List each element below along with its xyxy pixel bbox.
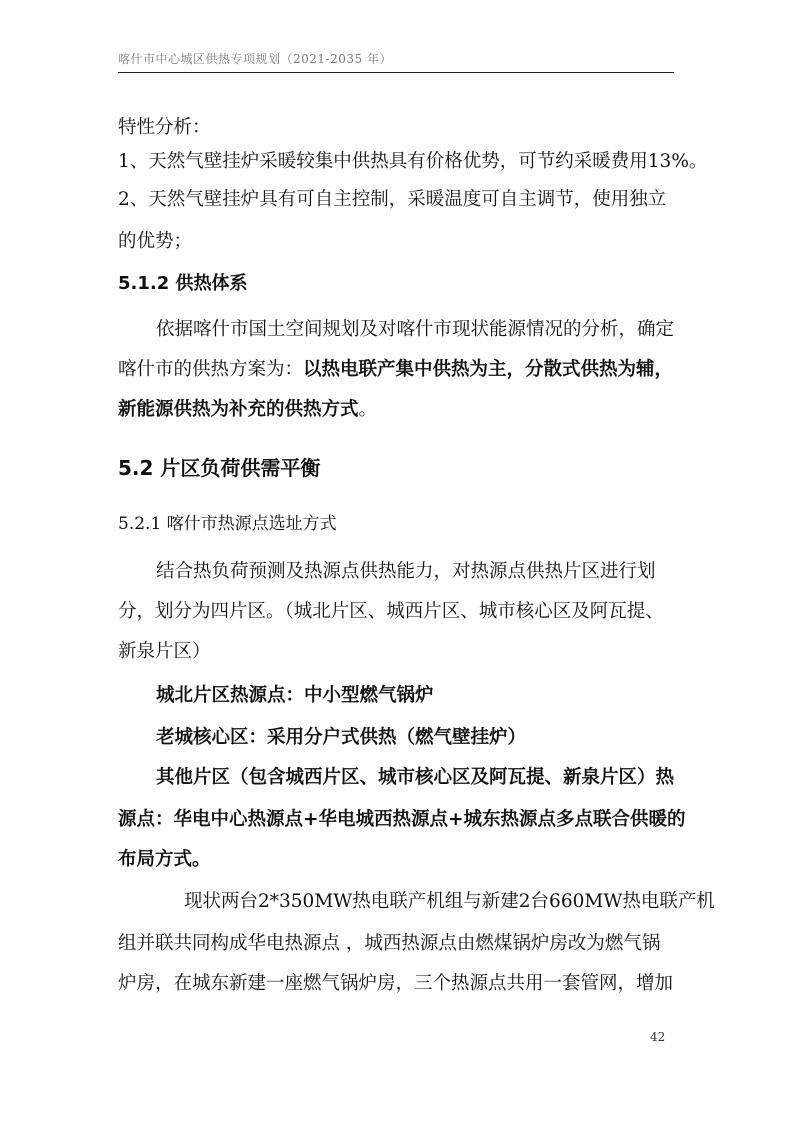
paragraph-text: 。 xyxy=(358,399,378,420)
emphasis-line: 源点：华电中心热源点+华电城西热源点+城东热源点多点联合供暖的 xyxy=(118,809,686,830)
paragraph-line xyxy=(118,398,678,422)
paragraph-line: 新泉片区） xyxy=(118,641,211,662)
paragraph-line: 依据喀什市国土空间规划及对喀什市现状能源情况的分析，确定 xyxy=(156,319,675,340)
paragraph-line: 2、天然气壁挂炉具有可自主控制，采暖温度可自主调节，使用独立 xyxy=(118,189,667,210)
running-header: 喀什市中心城区供热专项规划（2021-2035 年） xyxy=(118,52,392,66)
emphasis-line: 城北片区热源点：中小型燃气锅炉 xyxy=(156,685,434,706)
emphasis-line: 老城核心区：采用分户式供热（燃气壁挂炉） xyxy=(156,727,527,748)
paragraph-line: 分，划分为四片区。（城北片区、城西片区、城市核心区及阿瓦提、 xyxy=(118,601,664,622)
section-heading-5-2: 5.2 片区负荷供需平衡 xyxy=(118,456,321,480)
paragraph-text: 喀什市的供热方案为： xyxy=(118,359,304,380)
paragraph-line: 现状两台2*350MW热电联产机组与新建2台660MW热电联产机 xyxy=(184,891,715,912)
paragraph-line: 的优势； xyxy=(118,231,193,252)
emphasis-text: 新能源供热为补充的供热方式 xyxy=(118,399,359,420)
paragraph-line: 炉房，在城东新建一座燃气锅炉房，三个热源点共用一套管网，增加 xyxy=(118,973,674,994)
paragraph-line: 1、天然气壁挂炉采暖较集中供热具有价格优势，可节约采暖费用13%。 xyxy=(118,151,708,172)
header-divider xyxy=(118,72,674,73)
emphasis-line: 布局方式。 xyxy=(118,849,211,870)
section-heading-5-2-1: 5.2.1 喀什市热源点选址方式 xyxy=(118,514,337,534)
page-number: 42 xyxy=(650,1030,666,1044)
paragraph-line: 结合热负荷预测及热源点供热能力，对热源点供热片区进行划 xyxy=(156,561,656,582)
emphasis-text: 以热电联产集中供热为主，分散式供热为辅， xyxy=(303,359,674,380)
paragraph-line: 特性分析： xyxy=(118,117,211,138)
paragraph-line: 组并联共同构成华电热源点 ，城西热源点由燃煤锅炉房改为燃气锅 xyxy=(118,933,661,954)
paragraph-line xyxy=(118,358,678,382)
emphasis-line: 其他片区（包含城西片区、城市核心区及阿瓦提、新泉片区）热 xyxy=(156,767,675,788)
section-heading-5-1-2: 5.1.2 供热体系 xyxy=(118,273,248,294)
